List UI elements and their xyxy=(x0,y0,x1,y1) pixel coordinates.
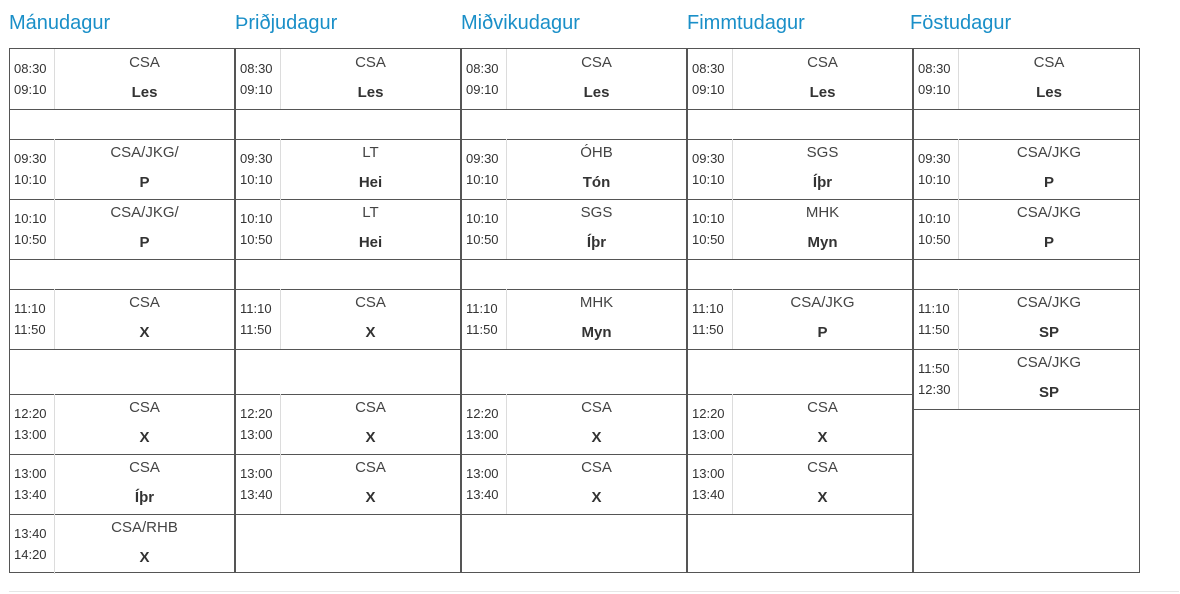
lesson-subject: Myn xyxy=(581,324,612,341)
lesson-subject: Íþr xyxy=(812,174,833,191)
lesson-slot[interactable] xyxy=(236,139,460,199)
lesson-teacher: LT xyxy=(362,204,379,221)
lesson-times: 11:10 11:50 xyxy=(236,289,281,349)
lesson-times: 13:00 13:40 xyxy=(688,454,733,514)
lesson-slot[interactable] xyxy=(688,289,912,349)
lesson-slot[interactable] xyxy=(236,454,460,514)
lesson-times: 13:00 13:40 xyxy=(10,454,55,514)
lesson-subject: Myn xyxy=(807,234,838,251)
lesson-subject: Les xyxy=(1036,84,1062,101)
lesson-times: 12:20 13:00 xyxy=(462,394,507,454)
lesson-slot[interactable] xyxy=(914,289,1139,349)
lesson-subject: Les xyxy=(809,84,836,101)
lesson-slot[interactable] xyxy=(10,454,234,514)
lesson-times: 10:10 10:50 xyxy=(688,199,733,259)
lesson-slot[interactable] xyxy=(462,139,686,199)
day-header-fri: Föstudagur xyxy=(910,12,1012,34)
lesson-teacher: CSA xyxy=(807,54,838,71)
lesson-slot[interactable] xyxy=(462,454,686,514)
lesson-slot[interactable] xyxy=(236,394,460,454)
lesson-subject: X xyxy=(365,324,376,341)
lesson-times: 09:30 10:10 xyxy=(10,139,55,199)
lesson-times: 10:10 10:50 xyxy=(236,199,281,259)
lesson-slot[interactable] xyxy=(688,454,912,514)
lesson-subject: X xyxy=(365,489,376,506)
lesson-subject: Hei xyxy=(358,174,383,191)
lesson-times: 09:30 10:10 xyxy=(236,139,281,199)
lesson-teacher: CSA xyxy=(355,294,386,311)
lesson-subject: P xyxy=(139,174,150,191)
lesson-subject: P xyxy=(1043,234,1054,251)
lesson-teacher: CSA/RHB xyxy=(111,519,178,536)
lesson-subject: X xyxy=(139,549,150,566)
lesson-teacher: MHK xyxy=(579,294,614,311)
lesson-times: 10:10 10:50 xyxy=(10,199,55,259)
lesson-times: 08:30 09:10 xyxy=(688,49,733,109)
lesson-subject: SP xyxy=(1038,384,1059,401)
lesson-subject: Tón xyxy=(582,174,611,191)
lesson-subject: X xyxy=(139,324,150,341)
lesson-times: 12:20 13:00 xyxy=(688,394,733,454)
lesson-slot[interactable] xyxy=(10,394,234,454)
lesson-teacher: CSA/JKG xyxy=(1016,204,1082,221)
day-header-wed: Miðvikudagur xyxy=(461,12,580,34)
lesson-slot[interactable] xyxy=(10,139,234,199)
lesson-times: 09:30 10:10 xyxy=(914,139,959,199)
lesson-subject: Les xyxy=(583,84,610,101)
lesson-teacher: CSA/JKG xyxy=(1016,144,1082,161)
lesson-teacher: MHK xyxy=(805,204,840,221)
lesson-slot[interactable] xyxy=(688,394,912,454)
lesson-subject: Íþr xyxy=(134,489,155,506)
lesson-slot[interactable] xyxy=(236,199,460,259)
lesson-slot[interactable] xyxy=(914,49,1139,109)
lesson-teacher: CSA xyxy=(581,459,612,476)
lesson-slot[interactable] xyxy=(462,394,686,454)
lesson-subject: X xyxy=(139,429,150,446)
lesson-slot[interactable] xyxy=(914,349,1139,409)
lesson-subject: SP xyxy=(1038,324,1059,341)
lesson-subject: X xyxy=(591,429,602,446)
lesson-teacher: CSA xyxy=(129,459,160,476)
lesson-subject: Les xyxy=(357,84,384,101)
lesson-slot[interactable] xyxy=(914,199,1139,259)
lesson-times: 08:30 09:10 xyxy=(914,49,959,109)
lesson-teacher: CSA xyxy=(1033,54,1065,71)
lesson-subject: X xyxy=(365,429,376,446)
lesson-times: 08:30 09:10 xyxy=(236,49,281,109)
lesson-teacher: CSA xyxy=(581,54,612,71)
lesson-teacher: CSA/JKG/ xyxy=(110,204,179,221)
lesson-times: 11:10 11:50 xyxy=(10,289,55,349)
lesson-times: 12:20 13:00 xyxy=(10,394,55,454)
lesson-slot[interactable] xyxy=(462,199,686,259)
lesson-slot[interactable] xyxy=(688,139,912,199)
lesson-teacher: CSA/JKG xyxy=(1016,354,1082,371)
lesson-teacher: CSA xyxy=(129,294,160,311)
lesson-times: 11:10 11:50 xyxy=(914,289,959,349)
lesson-slot[interactable] xyxy=(10,199,234,259)
lesson-teacher: SGS xyxy=(580,204,613,221)
lesson-subject: Les xyxy=(131,84,158,101)
lesson-times: 08:30 09:10 xyxy=(462,49,507,109)
lesson-times: 11:50 12:30 xyxy=(914,349,959,409)
lesson-times: 13:00 13:40 xyxy=(236,454,281,514)
day-header-tue: Þriðjudagur xyxy=(235,12,338,34)
lesson-subject: X xyxy=(817,489,828,506)
lesson-slot[interactable] xyxy=(10,289,234,349)
lesson-teacher: CSA/JKG xyxy=(1016,294,1082,311)
lesson-teacher: LT xyxy=(362,144,379,161)
lesson-times: 08:30 09:10 xyxy=(10,49,55,109)
lesson-teacher: CSA xyxy=(129,399,160,416)
lesson-times: 10:10 10:50 xyxy=(462,199,507,259)
lesson-teacher: CSA xyxy=(807,399,838,416)
lesson-times: 13:00 13:40 xyxy=(462,454,507,514)
lesson-subject: Íþr xyxy=(586,234,607,251)
lesson-teacher: CSA xyxy=(355,399,386,416)
lesson-slot[interactable] xyxy=(688,49,912,109)
day-column-wed xyxy=(461,48,687,573)
lesson-teacher: CSA xyxy=(807,459,838,476)
lesson-times: 13:40 14:20 xyxy=(10,514,55,574)
lesson-teacher: CSA xyxy=(355,459,386,476)
day-column-mon xyxy=(9,48,235,573)
day-column-tue xyxy=(235,48,461,573)
lesson-slot[interactable] xyxy=(236,289,460,349)
lesson-subject: P xyxy=(1043,174,1054,191)
day-column-thu xyxy=(687,48,913,573)
lesson-times: 09:30 10:10 xyxy=(462,139,507,199)
lesson-times: 09:30 10:10 xyxy=(688,139,733,199)
lesson-times: 12:20 13:00 xyxy=(236,394,281,454)
day-header-mon: Mánudagur xyxy=(9,12,111,34)
lesson-slot[interactable] xyxy=(236,49,460,109)
lesson-times: 11:10 11:50 xyxy=(462,289,507,349)
lesson-subject: P xyxy=(139,234,150,251)
lesson-slot[interactable] xyxy=(914,139,1139,199)
lesson-teacher: SGS xyxy=(806,144,839,161)
lesson-teacher: CSA xyxy=(581,399,612,416)
lesson-slot[interactable] xyxy=(462,289,686,349)
lesson-subject: X xyxy=(591,489,602,506)
lesson-teacher: CSA/JKG xyxy=(790,294,855,311)
lesson-slot[interactable] xyxy=(10,49,234,109)
lesson-slot[interactable] xyxy=(462,49,686,109)
lesson-times: 10:10 10:50 xyxy=(914,199,959,259)
lesson-times: 11:10 11:50 xyxy=(688,289,733,349)
day-column-fri xyxy=(913,48,1140,573)
lesson-teacher: CSA/JKG/ xyxy=(110,144,179,161)
lesson-subject: P xyxy=(817,324,828,341)
day-header-thu: Fimmtudagur xyxy=(687,12,805,34)
lesson-subject: X xyxy=(817,429,828,446)
lesson-subject: Hei xyxy=(358,234,383,251)
lesson-teacher: CSA xyxy=(355,54,386,71)
lesson-slot[interactable] xyxy=(10,514,234,574)
page-divider xyxy=(9,591,1179,592)
lesson-slot[interactable] xyxy=(688,199,912,259)
lesson-teacher: CSA xyxy=(129,54,160,71)
lesson-teacher: ÓHB xyxy=(580,144,613,161)
